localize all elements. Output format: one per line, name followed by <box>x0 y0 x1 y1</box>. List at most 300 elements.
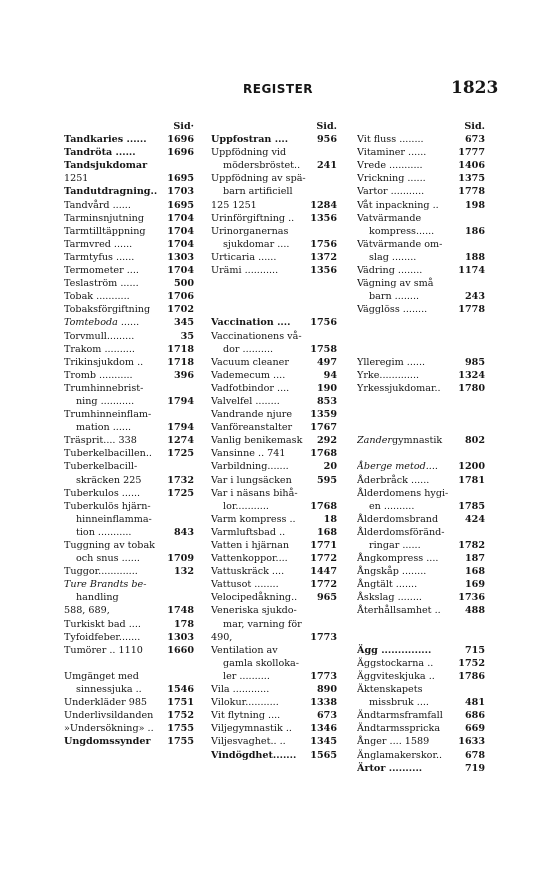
index-entry <box>211 146 337 159</box>
entry-term: Vanlig benikemask <box>211 435 303 447</box>
index-spacer <box>357 421 485 434</box>
column-header: Sid· <box>173 121 194 132</box>
entry-page: 595 <box>316 474 337 486</box>
entry-page <box>482 487 485 500</box>
index-entry <box>211 591 337 604</box>
entry-page: 1736 <box>458 592 485 604</box>
entry-term: Urinorganernas <box>211 225 289 237</box>
entry-term: Urämi ........... <box>211 265 279 277</box>
entry-term: Tuberkelbacillen.. <box>64 448 152 460</box>
index-spacer <box>357 395 485 408</box>
index-entry <box>64 631 194 644</box>
entry-page <box>482 526 485 539</box>
entry-term: gamla skolloka- <box>223 657 299 669</box>
index-entry <box>211 225 337 238</box>
entry-page: 1447 <box>310 566 337 578</box>
entry-term: tion ........... <box>76 526 132 538</box>
index-entry <box>211 199 337 212</box>
index-entry <box>357 185 485 198</box>
index-entry <box>64 303 194 316</box>
entry-page: 965 <box>316 592 337 604</box>
entry-term: Änglamakerskor.. <box>357 749 443 761</box>
entry-page: 1633 <box>458 736 485 748</box>
entry-term: Vrede ........... <box>357 160 423 172</box>
index-entry <box>357 159 485 172</box>
entry-term: Varmluftsbad .. <box>211 526 286 538</box>
index-entry <box>64 185 194 198</box>
entry-term: Trakom .......... <box>64 343 135 355</box>
entry-page: 956 <box>316 134 337 146</box>
index-entry <box>211 565 337 578</box>
entry-page: 1695 <box>167 173 194 185</box>
entry-page: 188 <box>464 251 485 263</box>
entry-term: Tandröta ...... <box>64 147 136 159</box>
index-entry <box>357 696 485 709</box>
entry-term: Torvmull......... <box>64 330 135 342</box>
entry-page: 1777 <box>458 147 485 159</box>
entry-term: Trikinsjukdom .. <box>64 356 144 368</box>
index-entry <box>211 735 337 748</box>
entry-page: 1794 <box>167 395 194 407</box>
entry-page: 1345 <box>310 736 337 748</box>
entry-term: 125 1251 <box>211 199 257 211</box>
entry-page: 1324 <box>458 369 485 381</box>
entry-term: Vit flytning .... <box>211 710 281 722</box>
entry-term: Urticaria ...... <box>211 251 277 263</box>
index-entry <box>64 722 194 735</box>
entry-page <box>191 159 194 172</box>
entry-page: 686 <box>464 710 485 722</box>
index-entry <box>211 500 337 513</box>
entry-term: Tuggor............. <box>64 566 138 578</box>
entry-term: Ångkompress .... <box>357 553 439 565</box>
index-entry <box>211 421 337 434</box>
index-spacer <box>64 657 194 670</box>
index-entry <box>357 474 485 487</box>
index-entry <box>357 552 485 565</box>
index-entry <box>64 526 194 539</box>
entry-page: 1706 <box>167 291 194 303</box>
index-spacer <box>357 330 485 343</box>
entry-term: ning ........... <box>76 395 135 407</box>
entry-term: barn artificiell <box>223 186 293 198</box>
entry-page: 1696 <box>167 134 194 146</box>
entry-page: 1755 <box>167 736 194 748</box>
entry-term: Uppfostran .... <box>211 134 289 146</box>
index-entry <box>64 290 194 303</box>
entry-page: 1758 <box>310 343 337 355</box>
index-entry <box>357 264 485 277</box>
entry-term: Tyfoidfeber....... <box>64 631 141 643</box>
entry-term: »Undersökning» .. <box>64 723 154 735</box>
entry-page <box>334 657 337 670</box>
entry-page: 1773 <box>310 631 337 643</box>
index-entry <box>211 369 337 382</box>
entry-page <box>334 172 337 185</box>
index-entry <box>357 487 485 500</box>
entry-page: 18 <box>323 513 337 525</box>
entry-page: 35 <box>180 330 194 342</box>
index-entry <box>64 277 194 290</box>
index-entry <box>211 618 337 631</box>
entry-term: Underlivsildanden <box>64 710 154 722</box>
entry-page <box>191 513 194 526</box>
entry-page: 1346 <box>310 723 337 735</box>
entry-term: Yrkessjukdomar.. <box>357 382 441 394</box>
entry-term: Vatten i hjärnan <box>211 540 290 551</box>
entry-term: mödersbröstet.. <box>223 160 301 172</box>
entry-term: Tuberkelbacill- <box>64 461 138 473</box>
entry-term: Tandsjukdomar <box>64 160 148 172</box>
entry-term: Ångtält ....... <box>357 579 418 591</box>
entry-page: 1356 <box>310 212 337 224</box>
entry-page <box>482 212 485 225</box>
index-entry <box>64 434 194 447</box>
entry-term: Vanföreanstalter <box>211 422 293 434</box>
entry-term: Tomteboda ...... <box>64 317 140 329</box>
entry-page: 186 <box>464 225 485 237</box>
index-entry <box>64 618 194 631</box>
entry-term: Viljegymnastik .. <box>211 723 292 735</box>
index-entry <box>211 526 337 539</box>
entry-term: Åberge metod.... <box>357 461 438 473</box>
entry-term: Yrke............. <box>357 369 420 381</box>
entry-term: lor........... <box>223 500 269 512</box>
index-entry <box>64 591 194 604</box>
entry-page: 94 <box>323 369 337 381</box>
entry-term: Ture Brandts be- <box>64 579 147 591</box>
entry-term: Velocipedåkning.. <box>211 592 298 604</box>
entry-page: 1704 <box>167 225 194 237</box>
entry-term: Teslaström ...... <box>64 278 139 290</box>
index-entry <box>211 578 337 591</box>
entry-page: 424 <box>464 513 485 525</box>
entry-term: Var i näsans bihå- <box>211 487 298 499</box>
index-entry <box>211 487 337 500</box>
index-entry <box>211 172 337 185</box>
index-column-3 <box>357 120 485 775</box>
page-title: REGISTER <box>243 82 314 96</box>
index-entry <box>64 212 194 225</box>
entry-page <box>334 146 337 159</box>
entry-page: 132 <box>173 566 194 578</box>
index-entry <box>211 133 337 146</box>
entry-term: 588, 689, <box>64 605 110 617</box>
entry-term: Turkiskt bad .... <box>64 618 141 630</box>
entry-page <box>482 238 485 251</box>
entry-page: 1778 <box>458 304 485 316</box>
entry-page: 1786 <box>458 670 485 682</box>
index-entry <box>211 316 337 329</box>
entry-term: Tandvård ...... <box>64 199 131 211</box>
index-entry <box>211 696 337 709</box>
index-entry <box>357 709 485 722</box>
column-header: Sid. <box>464 121 485 132</box>
index-spacer <box>211 277 337 290</box>
index-entry <box>357 434 485 447</box>
index-entry <box>64 159 194 172</box>
entry-page <box>334 644 337 657</box>
entry-page: 1732 <box>167 474 194 486</box>
entry-term: Uppfödning vid <box>211 147 287 159</box>
index-entry <box>64 460 194 473</box>
index-entry <box>357 670 485 683</box>
entry-term: Tumörer .. 1110 <box>64 644 143 656</box>
index-spacer <box>357 618 485 631</box>
entry-term: Vattusot ........ <box>211 579 279 591</box>
index-entry <box>357 526 485 539</box>
entry-term: Tarminsnjutning <box>64 212 144 224</box>
index-entry <box>357 578 485 591</box>
entry-term: Vandrande njure <box>211 409 293 421</box>
entry-term: Ungdomssynder <box>64 736 151 748</box>
index-column-2 <box>211 120 337 762</box>
entry-term: Tobak ........... <box>64 291 130 303</box>
index-entry <box>211 185 337 198</box>
entry-page: 1338 <box>310 697 337 709</box>
entry-page: 1756 <box>310 317 337 329</box>
entry-term: Tarmtyfus ...... <box>64 251 135 263</box>
entry-page: 1778 <box>458 186 485 198</box>
entry-page: 1704 <box>167 265 194 277</box>
entry-term: 490, <box>211 631 233 643</box>
index-entry <box>357 369 485 382</box>
index-entry <box>357 212 485 225</box>
index-entry <box>211 539 337 552</box>
entry-term: hinneinflamma- <box>76 513 152 525</box>
entry-term: mar, varning för <box>223 618 302 630</box>
index-entry <box>64 565 194 578</box>
entry-term: missbruk .... <box>369 697 429 709</box>
index-entry <box>357 591 485 604</box>
index-entry <box>357 657 485 670</box>
entry-page: 1772 <box>310 579 337 591</box>
entry-page: 1660 <box>167 644 194 656</box>
index-entry <box>211 395 337 408</box>
column-header: Sid. <box>316 121 337 132</box>
entry-term: Vit fluss ........ <box>357 134 424 146</box>
index-spacer <box>357 631 485 644</box>
entry-page: 178 <box>173 618 194 630</box>
index-entry <box>64 225 194 238</box>
entry-term: Träsprit.... 338 <box>64 435 137 447</box>
entry-page: 1794 <box>167 422 194 434</box>
entry-term: Uppfödning av spä- <box>211 173 306 185</box>
index-entry <box>357 539 485 552</box>
index-spacer <box>357 316 485 329</box>
entry-term: Urinförgiftning .. <box>211 212 295 224</box>
index-entry <box>64 578 194 591</box>
entry-page <box>334 487 337 500</box>
entry-term: Tarmtilltäppning <box>64 225 146 237</box>
index-entry <box>357 172 485 185</box>
index-entry <box>64 251 194 264</box>
entry-page <box>191 670 194 683</box>
entry-page: 1709 <box>167 553 194 565</box>
entry-term: en .......... <box>369 500 415 512</box>
entry-page: 1768 <box>310 500 337 512</box>
index-entry <box>357 133 485 146</box>
entry-term: Vattuskräck .... <box>211 566 285 578</box>
entry-term: Åskslag ........ <box>357 592 422 604</box>
index-entry <box>64 735 194 748</box>
entry-page <box>334 185 337 198</box>
entry-page: 678 <box>464 749 485 761</box>
entry-term: Ålderdomsbrand <box>357 513 439 525</box>
index-entry <box>64 552 194 565</box>
index-entry <box>357 251 485 264</box>
index-entry <box>211 474 337 487</box>
entry-term: ler .......... <box>223 670 270 682</box>
entry-page <box>334 330 337 343</box>
entry-term: Vitaminer ...... <box>357 147 427 159</box>
entry-term: Ventilation av <box>211 644 278 656</box>
entry-page <box>191 382 194 395</box>
entry-page: 1771 <box>310 540 337 551</box>
entry-page: 292 <box>316 435 337 447</box>
page-header <box>0 78 544 102</box>
index-entry <box>211 159 337 172</box>
index-entry <box>357 735 485 748</box>
entry-page: 673 <box>316 710 337 722</box>
entry-page: 345 <box>173 317 194 329</box>
index-spacer <box>357 343 485 356</box>
index-entry <box>357 500 485 513</box>
index-entry <box>64 709 194 722</box>
index-entry <box>211 513 337 526</box>
entry-page: 198 <box>464 199 485 211</box>
entry-term: Umgänget med <box>64 670 139 682</box>
entry-page <box>191 539 194 552</box>
entry-page: 1785 <box>458 500 485 512</box>
entry-term: Tarmvred ...... <box>64 238 133 250</box>
entry-page: 168 <box>464 566 485 578</box>
entry-term: Tandkaries ...... <box>64 134 147 146</box>
entry-page: 1780 <box>458 382 485 394</box>
index-entry <box>211 604 337 617</box>
index-entry <box>357 749 485 762</box>
entry-term: skräcken 225 <box>76 474 142 486</box>
entry-term: Vacuum cleaner <box>211 356 289 368</box>
index-entry <box>64 330 194 343</box>
index-entry <box>64 683 194 696</box>
entry-page: 1718 <box>167 356 194 368</box>
entry-term: Tandutdragning.. <box>64 186 158 198</box>
entry-page: 1703 <box>167 186 194 198</box>
index-entry <box>64 382 194 395</box>
index-entry <box>211 330 337 343</box>
entry-page <box>191 408 194 421</box>
entry-page: 241 <box>316 160 337 172</box>
index-entry <box>64 421 194 434</box>
index-column-1 <box>64 120 194 749</box>
entry-page: 715 <box>464 644 485 656</box>
entry-page: 1546 <box>167 684 194 696</box>
index-entry <box>211 631 337 644</box>
entry-page <box>191 460 194 473</box>
entry-page: 396 <box>173 369 194 381</box>
entry-page: 1372 <box>310 251 337 263</box>
entry-page: 1375 <box>458 173 485 185</box>
entry-term: Vademecum .... <box>211 369 286 381</box>
entry-page: 1704 <box>167 212 194 224</box>
index-entry <box>64 343 194 356</box>
entry-term: Vindögdhet....... <box>211 749 297 761</box>
entry-term: Ålderdomsföränd- <box>357 526 445 538</box>
index-entry <box>211 670 337 683</box>
index-entry <box>357 722 485 735</box>
index-entry <box>64 199 194 212</box>
entry-term: dor .......... <box>223 343 274 355</box>
entry-page: 1356 <box>310 265 337 277</box>
entry-page: 1752 <box>167 710 194 722</box>
entry-term: kompress...... <box>369 225 435 237</box>
entry-term: ringar ...... <box>369 540 421 551</box>
entry-page: 719 <box>464 762 485 774</box>
entry-term: Vaccination .... <box>211 317 291 329</box>
index-entry <box>211 434 337 447</box>
entry-term: Var i lungsäcken <box>211 474 292 486</box>
entry-term: slag ........ <box>369 251 417 263</box>
index-entry <box>64 316 194 329</box>
entry-page: 1756 <box>310 238 337 250</box>
entry-page: 1725 <box>167 448 194 460</box>
entry-page: 1702 <box>167 304 194 316</box>
entry-page: 1752 <box>458 657 485 669</box>
entry-page: 1772 <box>310 553 337 565</box>
page-number: 1823 <box>451 78 499 98</box>
index-entry <box>64 513 194 526</box>
entry-term: handling <box>76 592 119 604</box>
entry-page: 481 <box>464 697 485 709</box>
entry-page: 1704 <box>167 238 194 250</box>
entry-term: Äktenskapets <box>357 684 423 696</box>
entry-page: 488 <box>464 605 485 617</box>
entry-term: Varm kompress .. <box>211 513 296 525</box>
index-entry <box>64 238 194 251</box>
index-entry <box>357 199 485 212</box>
index-entry <box>357 382 485 395</box>
entry-page <box>334 225 337 238</box>
entry-term: Tuberkulös hjärn- <box>64 500 151 512</box>
index-entry <box>357 303 485 316</box>
entry-page: 243 <box>464 291 485 303</box>
entry-term: och snus ...... <box>76 553 140 565</box>
index-entry <box>211 238 337 251</box>
index-entry <box>211 644 337 657</box>
index-entry <box>211 264 337 277</box>
index-entry <box>211 460 337 473</box>
entry-term: Trumhinneinflam- <box>64 409 152 421</box>
entry-page: 20 <box>323 461 337 473</box>
entry-page: 985 <box>464 356 485 368</box>
entry-term: Tuggning av tobak <box>64 540 155 551</box>
entry-term: Vansinne .. 741 <box>211 448 286 460</box>
index-entry <box>211 722 337 735</box>
entry-page <box>334 618 337 631</box>
index-entry <box>357 146 485 159</box>
index-entry <box>357 604 485 617</box>
index-spacer <box>357 408 485 421</box>
entry-term: Våt inpackning .. <box>357 199 439 211</box>
entry-page <box>191 578 194 591</box>
entry-term: Vrickning ...... <box>357 173 426 185</box>
index-entry <box>64 395 194 408</box>
entry-term: Ånger .... 1589 <box>357 736 430 748</box>
entry-page: 843 <box>173 526 194 538</box>
index-entry <box>64 604 194 617</box>
index-spacer <box>357 447 485 460</box>
